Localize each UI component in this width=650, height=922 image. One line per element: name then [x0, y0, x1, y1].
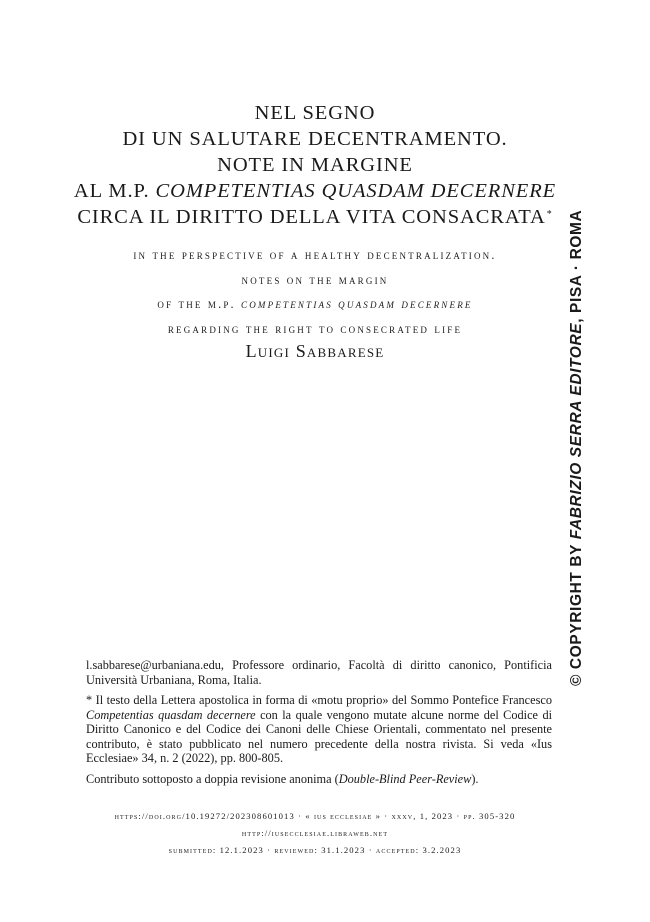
copyright-prefix: © COPYRIGHT BY	[568, 539, 585, 686]
title-line-4-prefix: AL M.P.	[73, 180, 156, 202]
title-line-5	[60, 204, 570, 230]
review-italic: Double-Blind Peer-Review	[338, 771, 472, 786]
title-line-5-text: CIRCA IL DIRITTO DELLA VITA CONSACRATA	[77, 206, 546, 228]
footnote-italic-title: Competentias quasdam decernere	[86, 707, 256, 722]
subtitle-line-3-italic: competentias quasdam decernere	[241, 297, 473, 311]
footnote-star-mark: *	[86, 693, 93, 707]
footnotes	[86, 658, 552, 792]
copyright-notice	[568, 210, 586, 686]
subtitle-line-4: regarding the right to consecrated life	[167, 321, 463, 336]
subtitle-line-1: in the perspective of a healthy decentralization.	[133, 248, 497, 262]
title-footnote-mark[interactable]: *	[546, 209, 553, 220]
title-line-3: NOTE IN MARGINE	[217, 154, 413, 176]
footnote-star	[86, 693, 552, 766]
doi-line[interactable]: https://doi.org/10.19272/202308601013 · « ius ecclesiae » · xxxv, 1, 2023 · pp. 305-320	[114, 811, 516, 821]
journal-url[interactable]: http://iusecclesiae.libraweb.net	[241, 828, 389, 838]
title-line-2: DI UN SALUTARE DECENTRAMENTO.	[122, 128, 508, 150]
author-name: Luigi Sabbarese	[245, 341, 385, 361]
footnote-text-b: con la quale vengono mutate alcune norme del Codice di Diritto Canonico e del Codice dei Canoni delle Chiese Orientali, commentato nel presente contributo, è stato pubblicato nel numero precedente della nostra rivista. Si veda «Ius Ecclesiae» 34, n. 2 (2022), pp. 800-805.	[86, 707, 553, 765]
author-affiliation: l.sabbarese@urbaniana.edu, Professore ordinario, Facoltà di diritto canonico, Pontificia Università Urbaniana, Roma, Italia.	[86, 658, 552, 687]
review-text-b: ).	[471, 771, 479, 786]
footnote-text-a: Il testo della Lettera apostolica in forma di «motu proprio» del Sommo Pontefice Francesco	[92, 693, 552, 707]
article-title	[60, 100, 570, 230]
submission-dates: submitted: 12.1.2023 · reviewed: 31.1.2023 · accepted: 3.2.2023	[168, 845, 462, 855]
title-line-4-italic: COMPETENTIAS QUASDAM DECERNERE	[155, 180, 557, 202]
peer-review-note	[86, 772, 552, 787]
subtitle-line-2: notes on the margin	[241, 272, 389, 287]
english-title	[60, 243, 570, 341]
review-text-a: Contributo sottoposto a doppia revisione anonima (	[86, 771, 339, 786]
subtitle-line-3	[60, 292, 570, 317]
copyright-publisher: FABRIZIO SERRA EDITORE	[568, 322, 585, 540]
title-line-1: NEL SEGNO	[254, 102, 376, 124]
title-line-4	[60, 178, 570, 204]
page-footer	[60, 808, 570, 859]
subtitle-line-3-prefix: of the m.p.	[157, 297, 242, 311]
copyright-suffix: , PISA · ROMA	[568, 209, 585, 323]
